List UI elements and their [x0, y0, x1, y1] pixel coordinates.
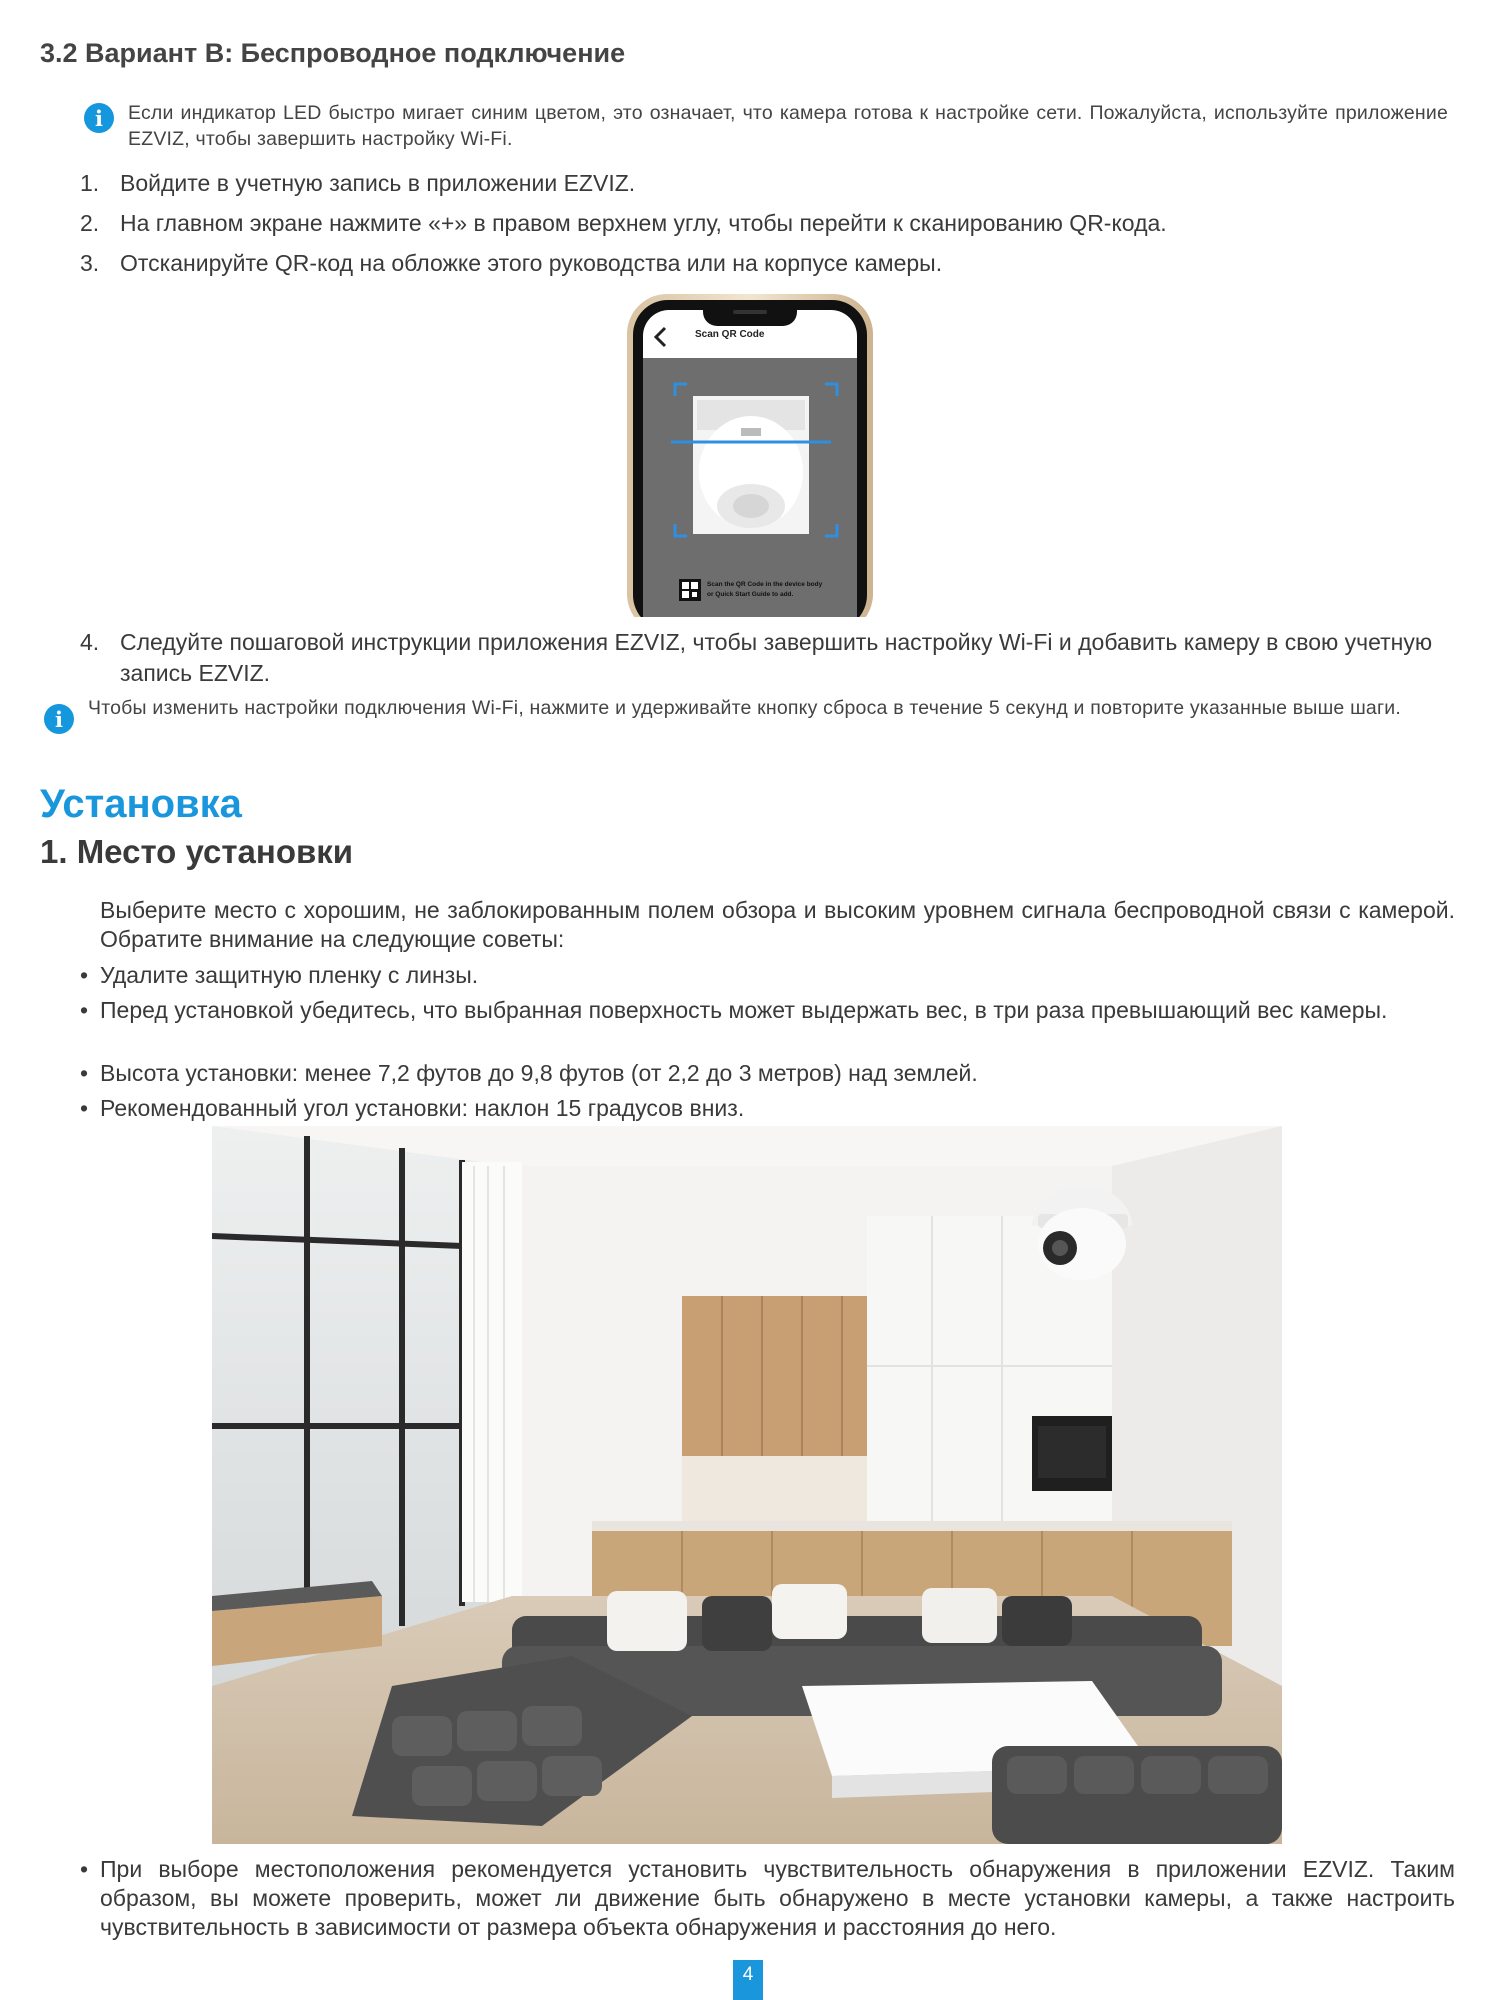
phone-scan-hint [707, 580, 847, 600]
step-text: На главном экране нажмите «+» в правом верхнем углу, чтобы перейти к сканированию QR-кода. [120, 210, 1167, 236]
room-graphic [212, 1126, 1282, 1844]
phone-illustration [625, 292, 875, 617]
step-number: 3. [80, 250, 100, 276]
room-illustration [212, 1126, 1282, 1844]
step-text: Отсканируйте QR-код на обложке этого руководства или на корпусе камеры. [120, 250, 943, 276]
note-led: Если индикатор LED быстро мигает синим цветом, это означает, что камера готова к настройке сети. Пожалуйста, используйте приложение EZVIZ, чтобы завершить настройку Wi-Fi. [128, 102, 1448, 150]
bullet-marker: • [80, 1095, 89, 1121]
info-icon: i [84, 103, 114, 133]
tip-height [80, 1059, 1455, 1088]
bullet-marker: • [80, 997, 89, 1023]
tip-text: Перед установкой убедитесь, что выбранная поверхность может выдержать вес, в три раза превышающий вес камеры. [100, 997, 1388, 1023]
page-number: 4 [733, 1960, 763, 2000]
note-wifi-reset: Чтобы изменить настройки подключения Wi-Fi, нажмите и удерживайте кнопку сброса в течение 5 секунд и повторите указанные выше шаги. [88, 697, 1401, 719]
tip-text: При выборе местоположения рекомендуется установить чувствительность обнаружения в приложении EZVIZ. Таким образом, вы можете проверить, может ли движение быть обнаружено в месте установки камеры, а также настроить чувствительность в зависимости от размера объекта обнаружения и расстояния до него. [100, 1856, 1455, 1940]
tip-surface-weight [80, 996, 1455, 1025]
step-text: Войдите в учетную запись в приложении EZVIZ. [120, 170, 636, 196]
bullet-marker: • [80, 962, 89, 988]
location-intro: Выберите место с хорошим, не заблокированным полем обзора и высоким уровнем сигнала беспроводной связи с камерой. Обратите внимание на следующие советы: [100, 897, 1455, 952]
step-1 [80, 168, 1460, 199]
tip-remove-film [80, 961, 1455, 990]
location-title: 1. Место установки [40, 833, 354, 870]
tip-text: Рекомендованный угол установки: наклон 15 градусов вниз. [100, 1095, 745, 1121]
bullet-marker: • [80, 1856, 89, 1882]
step-text: Следуйте пошаговой инструкции приложения EZVIZ, чтобы завершить настройку Wi-Fi и добавить камеру в свою учетную запись EZVIZ. [120, 629, 1433, 686]
step-number: 1. [80, 170, 100, 196]
phone-screen-title: Scan QR Code [695, 329, 765, 340]
step-number: 4. [80, 629, 100, 655]
phone-hint-line-2: or Quick Start Guide to add. [707, 591, 794, 598]
step-2 [80, 208, 1460, 239]
tip-sensitivity [80, 1855, 1455, 1942]
tip-text: Удалите защитную пленку с линзы. [100, 962, 479, 988]
info-icon: i [44, 704, 74, 734]
tip-text: Высота установки: менее 7,2 футов до 9,8 футов (от 2,2 до 3 метров) над землей. [100, 1060, 978, 1086]
install-title: Установка [40, 782, 242, 826]
section-title: 3.2 Вариант B: Беспроводное подключение [40, 38, 626, 68]
bullet-marker: • [80, 1060, 89, 1086]
step-4 [80, 627, 1460, 689]
phone-graphic [625, 292, 875, 617]
step-3 [80, 248, 1460, 279]
step-number: 2. [80, 210, 100, 236]
phone-hint-line-1: Scan the QR Code in the device body [707, 581, 823, 588]
tip-angle [80, 1094, 1455, 1123]
